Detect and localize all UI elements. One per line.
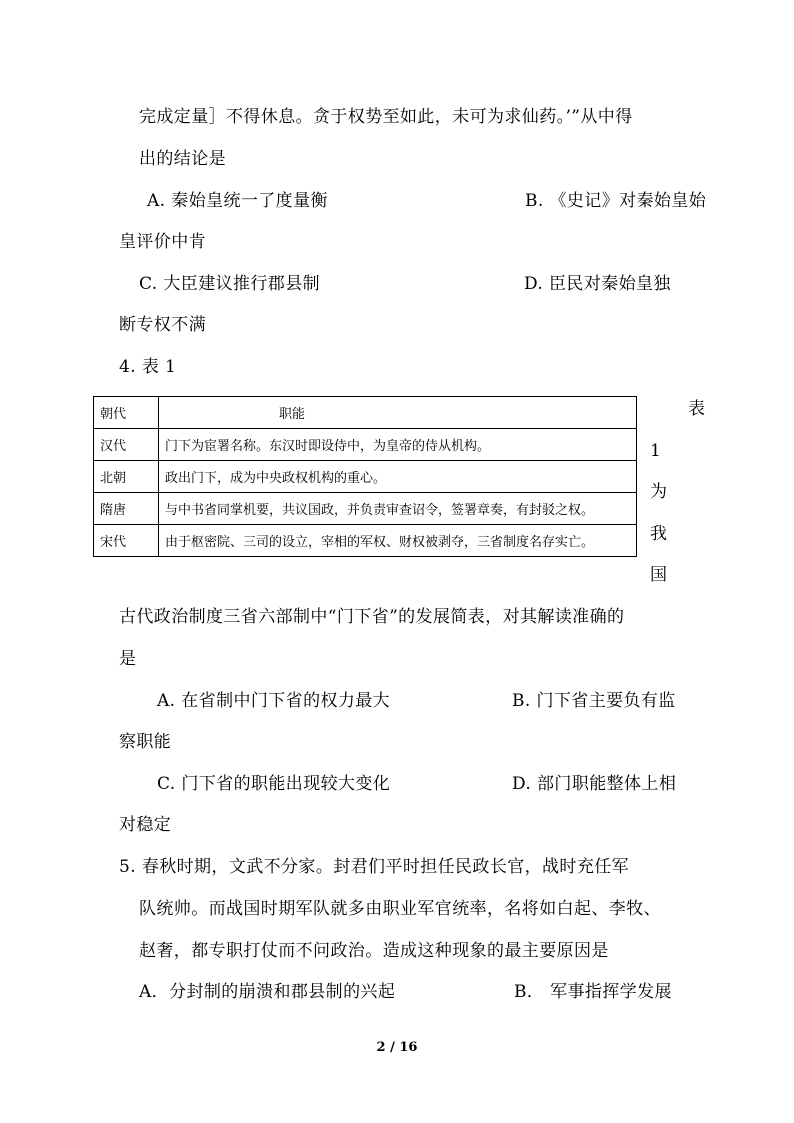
side-char: 1 xyxy=(650,441,661,461)
option-b: B. 门下省主要负有监 xyxy=(512,691,676,711)
table-cell: 与中书省同掌机要，共议国政，并负责审查诏令，签署章奏，有封驳之权。 xyxy=(159,493,637,525)
side-char: 我 xyxy=(650,524,667,544)
text-line: 古代政治制度三省六部制中“门下省”的发展简表，对其解读准确的 xyxy=(119,607,625,627)
table-row xyxy=(94,493,637,525)
text-line: 出的结论是 xyxy=(139,149,226,169)
option-b: B． 军事指挥学发展 xyxy=(514,982,672,1002)
option-b-cont: 皇评价中肯 xyxy=(119,232,206,252)
table-cell: 汉代 xyxy=(94,429,159,461)
option-c: C. 大臣建议推行郡县制 xyxy=(139,274,321,294)
option-a: A．分封制的崩溃和郡县制的兴起 xyxy=(139,982,396,1002)
option-d-cont: 断专权不满 xyxy=(119,315,206,335)
table-header-cell: 朝代 xyxy=(94,397,159,429)
text-line: 完成定量］不得休息。贪于权势至如此，未可为求仙药。’”从中得 xyxy=(139,107,633,127)
history-table xyxy=(93,396,637,557)
option-c: C. 门下省的职能出现较大变化 xyxy=(157,774,391,794)
table-row xyxy=(94,429,637,461)
option-d-cont: 对稳定 xyxy=(119,815,172,835)
table-row xyxy=(94,525,637,557)
table-cell: 宋代 xyxy=(94,525,159,557)
option-a: A. 在省制中门下省的权力最大 xyxy=(157,691,391,711)
table-cell: 由于枢密院、三司的设立，宰相的军权、财权被剥夺，三省制度名存实亡。 xyxy=(159,525,637,557)
table-cell: 隋唐 xyxy=(94,493,159,525)
option-a: A. 秦始皇统一了度量衡 xyxy=(147,191,328,211)
question-5-line: 5. 春秋时期，文武不分家。封君们平时担任民政长官，战时充任军 xyxy=(119,857,630,877)
table-row xyxy=(94,461,637,493)
table-header-row xyxy=(94,397,637,429)
page-number: 2 / 16 xyxy=(376,1040,418,1055)
option-b-cont: 察职能 xyxy=(119,732,172,752)
question-5-line: 赵奢，都专职打仗而不问政治。造成这种现象的最主要原因是 xyxy=(139,941,609,961)
table-cell: 门下为宦署名称。东汉时即设侍中，为皇帝的侍从机构。 xyxy=(159,429,637,461)
question-5-line: 队统帅。而战国时期军队就多由职业军官统率，名将如白起、李牧、 xyxy=(139,899,661,919)
table-header-cell: 职能 xyxy=(159,397,637,429)
side-char: 为 xyxy=(650,482,667,502)
table-cell: 政出门下，成为中央政权机构的重心。 xyxy=(159,461,637,493)
table-cell: 北朝 xyxy=(94,461,159,493)
option-d: D. 臣民对秦始皇独 xyxy=(524,274,671,294)
option-b: B. 《史记》对秦始皇始 xyxy=(525,191,707,211)
side-char: 国 xyxy=(650,565,667,585)
option-d: D. 部门职能整体上相 xyxy=(512,774,677,794)
question-4-title: 4. 表 1 xyxy=(119,357,177,377)
side-char: 表 xyxy=(688,399,705,419)
text-line: 是 xyxy=(119,649,137,669)
